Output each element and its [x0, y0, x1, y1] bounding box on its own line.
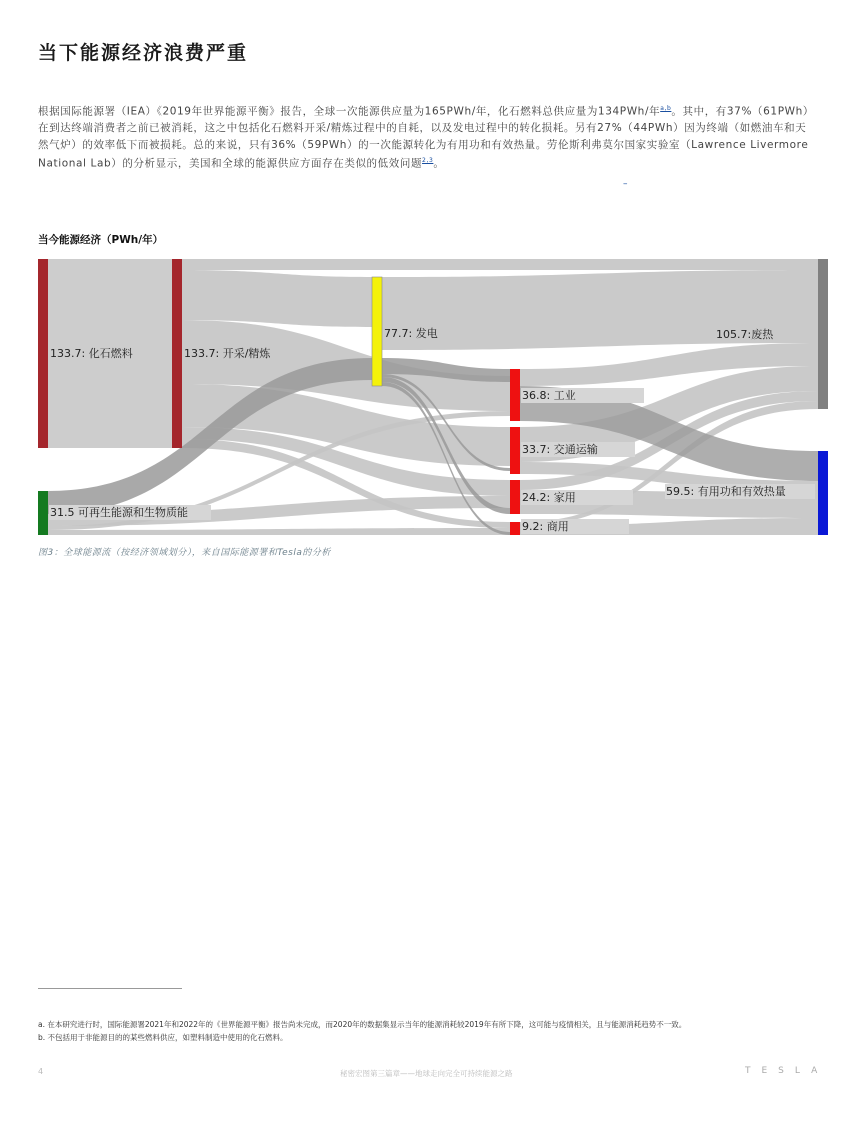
tesla-logo: TESLA — [745, 1066, 829, 1076]
node-power — [372, 277, 382, 386]
label-fossil: 133.7: 化石燃料 — [50, 347, 133, 360]
node-residential — [510, 480, 520, 514]
label-waste: 105.7:废热 — [716, 328, 774, 341]
chart-title: 当今能源经济（PWh/年） — [38, 234, 164, 246]
footnote-ref-23[interactable]: 2,3 — [422, 157, 434, 164]
label-useful: 59.5: 有用功和有效热量 — [666, 485, 786, 498]
footnotes — [38, 1018, 838, 1044]
label-commercial: 9.2: 商用 — [522, 520, 569, 533]
node-useful — [818, 451, 828, 535]
footnote-a: a. 在本研究进行时，国际能源署2021年和2022年的《世界能源平衡》报告尚未完成，而2020年的数据集显示当年的能源消耗较2019年有所下降，这可能与疫情相关，且与能源消耗趋势不一致。 — [38, 1020, 687, 1029]
label-industry: 36.8: 工业 — [522, 389, 576, 402]
paragraph-text-2: 。其中，有37%（61PWh）在到达终端消费者之前已被消耗，这之中包括化石燃料开采/精炼过程中的自耗，以及发电过程中的转化损耗。另有27%（44PWh）因为终端（如燃油车和天然气炉）的效率低下而被损耗。总的来说，只有36%（59PWh）的一次能源转化为有用功和有效热量。劳伦斯利弗莫尔国家实验室（Lawrence Livermore National Lab）的分析显示，美国和全球的能源供应方面存在类似的低效问题 — [38, 105, 814, 170]
figure-caption: 图3：全球能源流（按经济领域划分），来自国际能源署和Tesla的分析 — [38, 548, 331, 558]
node-industry — [510, 369, 520, 421]
page-title: 当下能源经济浪费严重 — [38, 42, 249, 64]
node-renew — [38, 491, 48, 535]
footer-title: 秘密宏图第三篇章——地球走向完全可持续能源之路 — [340, 1069, 513, 1078]
stray-mark: – — [623, 179, 628, 189]
flow-mining-waste — [182, 259, 818, 270]
sankey-chart — [38, 256, 830, 540]
label-power: 77.7: 发电 — [384, 327, 438, 340]
footnote-b: b. 不包括用于非能源目的的某些燃料供应，如塑料制造中使用的化石燃料。 — [38, 1033, 288, 1042]
label-transport: 33.7: 交通运输 — [522, 443, 598, 456]
flow-renew-commercial — [48, 528, 510, 535]
footnote-ref-ab[interactable]: a,b — [660, 105, 672, 112]
node-transport — [510, 427, 520, 474]
flow-mining-power — [182, 270, 372, 327]
footnote-divider — [38, 988, 182, 989]
paragraph-text-3: 。 — [433, 157, 445, 170]
node-fossil — [38, 259, 48, 448]
label-residential: 24.2: 家用 — [522, 491, 576, 504]
node-waste — [818, 259, 828, 409]
intro-paragraph — [38, 101, 816, 172]
node-mining — [172, 259, 182, 448]
paragraph-text-1: 根据国际能源署（IEA）《2019年世界能源平衡》报告，全球一次能源供应量为165PWh/年，化石燃料总供应量为134PWh/年 — [38, 105, 661, 118]
node-commercial — [510, 522, 520, 535]
page-number: 4 — [38, 1067, 44, 1076]
label-mining: 133.7: 开采/精炼 — [184, 347, 271, 360]
label-renew: 31.5 可再生能源和生物质能 — [50, 506, 188, 519]
